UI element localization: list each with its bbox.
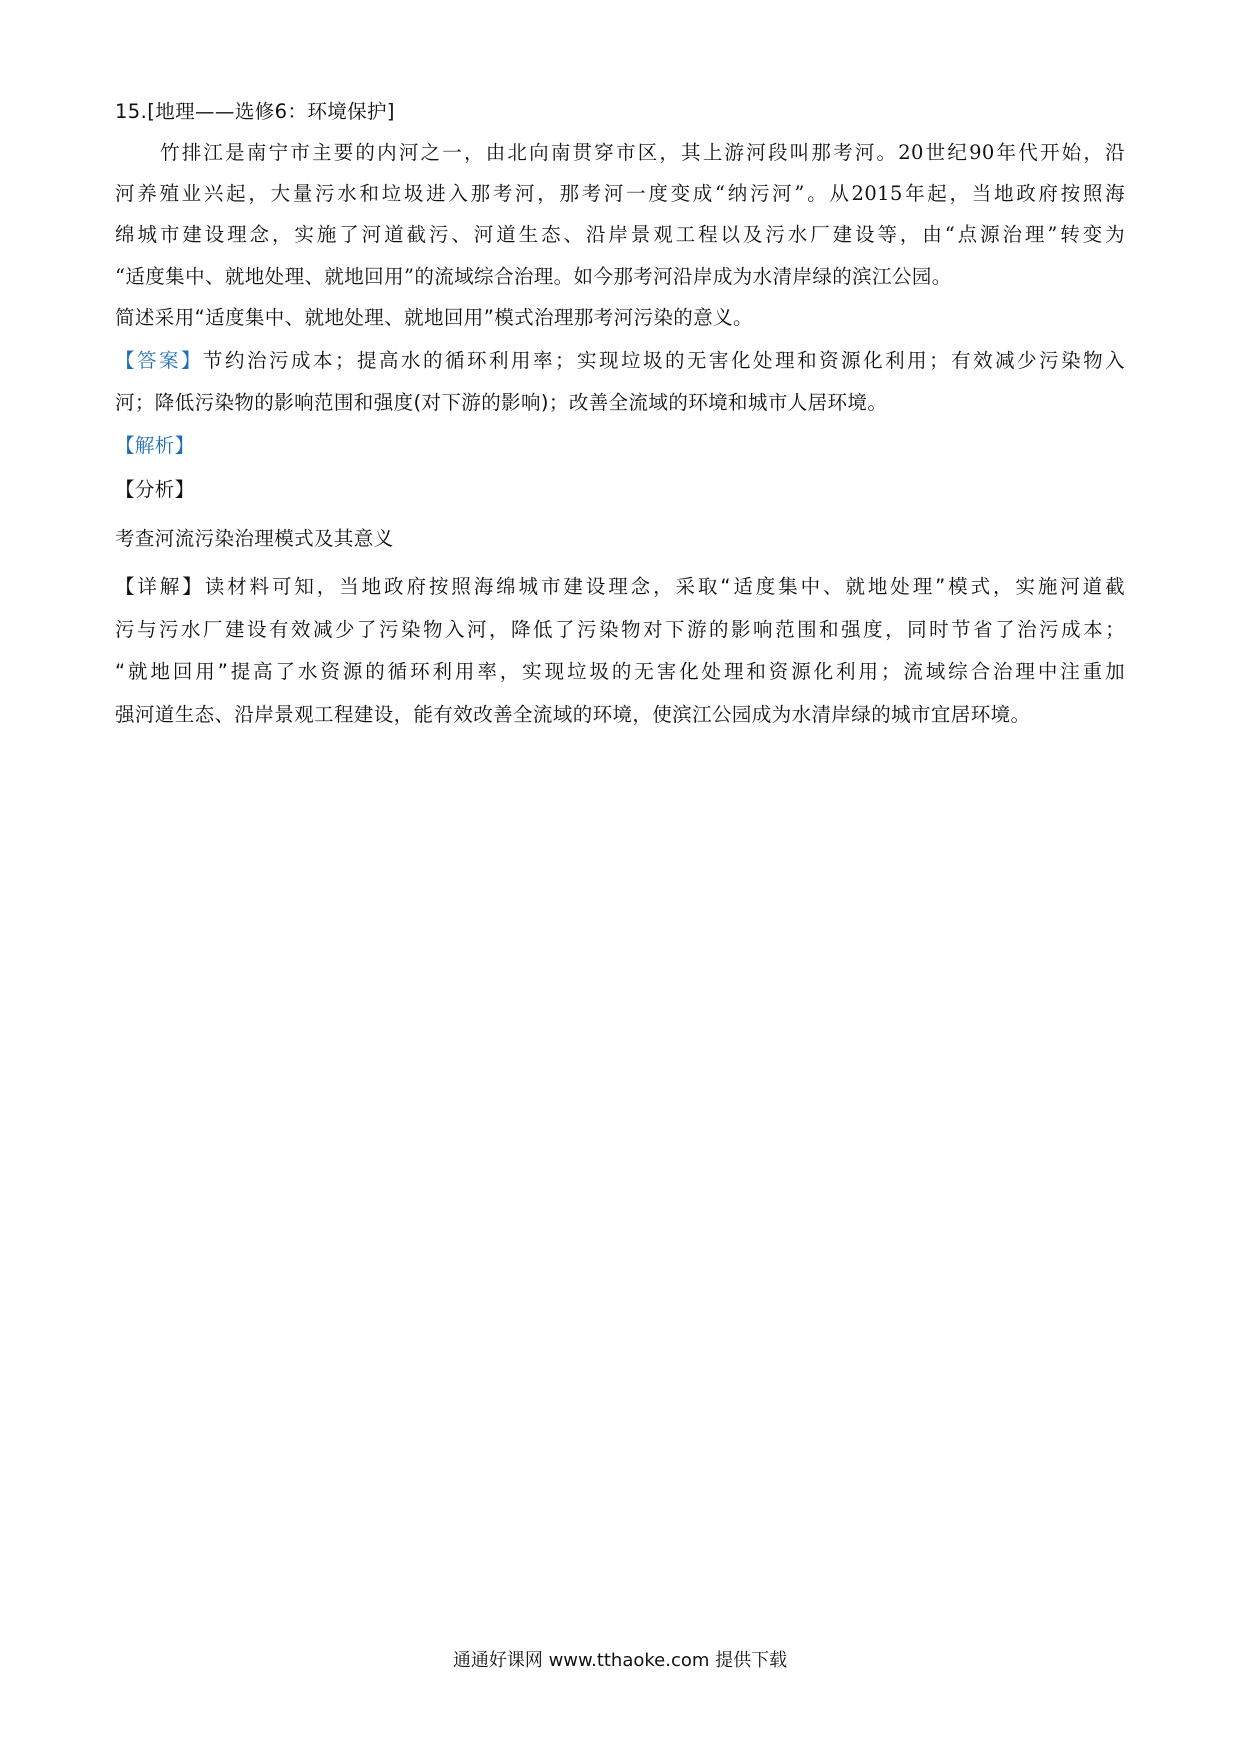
page-footer: 通通好课网 www.tthaoke.com 提供下载 <box>452 1650 788 1671</box>
detail-line-1 <box>115 572 1125 602</box>
material-line-2: 河养殖业兴起，大量污水和垃圾进入那考河，那考河一度变成“纳污河”。从2015年起，当地政府按照海 <box>115 182 1125 205</box>
question-heading: 15.[地理——选修6：环境保护] <box>115 100 395 123</box>
detail-line-3: “就地回用”提高了水资源的循环利用率，实现垃圾的无害化处理和资源化利用；流域综合治理中注重加 <box>115 660 1125 683</box>
detail-text-1: 读材料可知，当地政府按照海绵城市建设理念，采取“适度集中、就地处理”模式，实施河道截 <box>204 575 1125 598</box>
material-line-4: “适度集中、就地处理、就地回用”的流域综合治理。如今那考河沿岸成为水清岸绿的滨江公园。 <box>115 265 952 288</box>
material-line-3: 绵城市建设理念，实施了河道截污、河道生态、沿岸景观工程以及污水厂建设等，由“点源治理”转变为 <box>115 223 1125 246</box>
material-line-1: 竹排江是南宁市主要的内河之一，由北向南贯穿市区，其上游河段叫那考河。20世纪90年代开始，沿 <box>160 141 1125 164</box>
analysis-tag: 【解析】 <box>115 434 195 457</box>
detail-line-2: 污与污水厂建设有效减少了污染物入河，降低了污染物对下游的影响范围和强度，同时节省了治污成本； <box>115 618 1125 641</box>
analysis-summary: 考查河流污染治理模式及其意义 <box>115 527 394 550</box>
answer-tag: 【答案】 <box>115 349 204 372</box>
question-prompt: 简述采用“适度集中、就地处理、就地回用”模式治理那考河污染的意义。 <box>115 306 753 329</box>
detail-line-4: 强河道生态、沿岸景观工程建设，能有效改善全流域的环境，使滨江公园成为水清岸绿的城市宜居环境。 <box>115 703 1031 726</box>
answer-text-1: 节约治污成本；提高水的循环利用率；实现垃圾的无害化处理和资源化利用；有效减少污染物入 <box>203 349 1125 372</box>
answer-line-2: 河；降低污染物的影响范围和强度(对下游的影响)；改善全流域的环境和城市人居环境。 <box>115 391 888 414</box>
analysis-sub-tag: 【分析】 <box>115 478 195 501</box>
answer-line-1 <box>115 346 1125 376</box>
detail-tag: 【详解】 <box>115 575 205 598</box>
